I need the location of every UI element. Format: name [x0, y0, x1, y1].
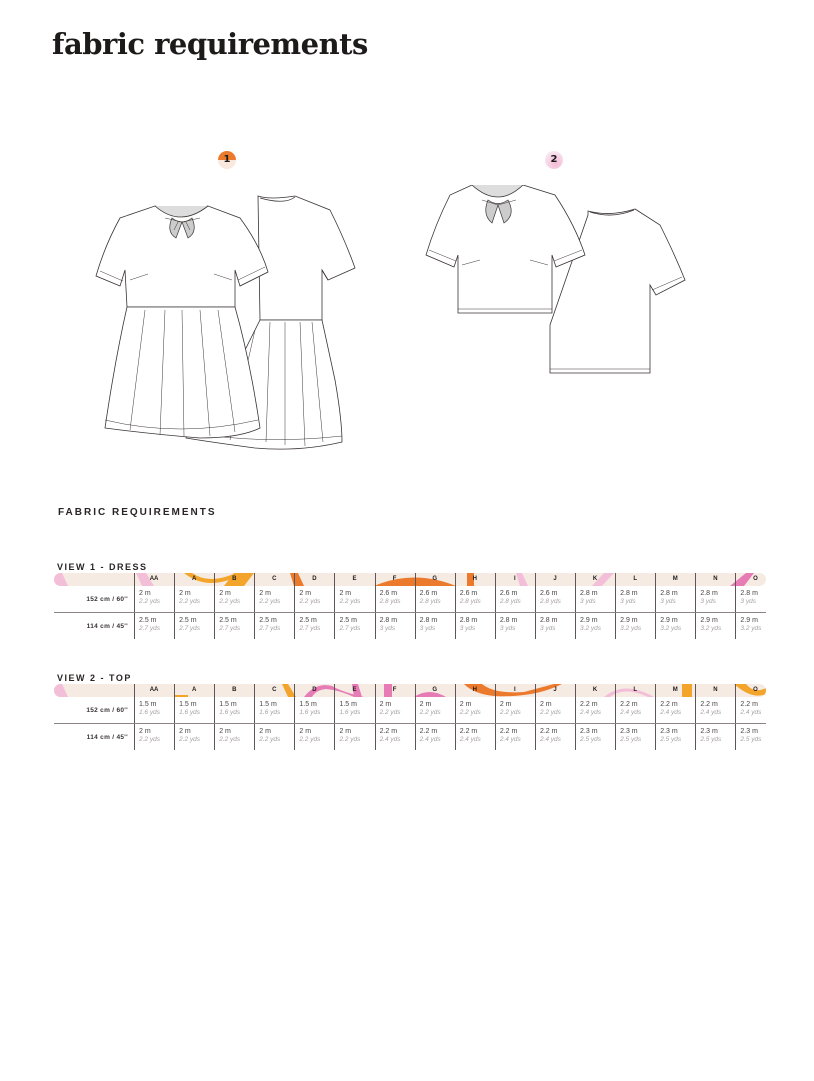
size-header-aa: AA: [134, 684, 174, 697]
table-cell: 2 m 2.2 yds: [334, 586, 374, 612]
size-header-f: F: [375, 573, 415, 586]
view-1-dress-table: [54, 573, 766, 639]
table-cell: 1.5 m 1.6 yds: [134, 697, 174, 723]
table-cell: 2.3 m 2.5 yds: [655, 724, 695, 750]
size-header-h: H: [455, 573, 495, 586]
size-header-j: J: [535, 684, 575, 697]
view-1-badge: 1: [218, 151, 236, 169]
table-cell: 2.8 m 3 yds: [535, 613, 575, 639]
table-cell: 2 m 2.2 yds: [134, 724, 174, 750]
table-cell: 2 m 2.2 yds: [294, 586, 334, 612]
table-cell: 2.5 m 2.7 yds: [214, 613, 254, 639]
table-cell: 2.6 m 2.8 yds: [535, 586, 575, 612]
table-cell: 2.6 m 2.8 yds: [375, 586, 415, 612]
table-row-114cm: [54, 613, 766, 639]
size-header-k: K: [575, 684, 615, 697]
size-header-n: N: [695, 684, 735, 697]
table-cell: 2.2 m 2.4 yds: [615, 697, 655, 723]
table-cell: 2.5 m 2.7 yds: [334, 613, 374, 639]
table-cell: 2 m 2.2 yds: [254, 724, 294, 750]
table-cell: 2.2 m 2.4 yds: [575, 697, 615, 723]
page-title: fabric requirements: [52, 27, 368, 61]
table-cell: 2.9 m 3.2 yds: [735, 613, 775, 639]
table-cell: 2.5 m 2.7 yds: [254, 613, 294, 639]
table-cell: 2.5 m 2.7 yds: [134, 613, 174, 639]
row-label: 114 cm / 45'': [86, 733, 128, 741]
table-cell: 2.6 m 2.8 yds: [495, 586, 535, 612]
table-cell: 2 m 2.2 yds: [294, 724, 334, 750]
size-header-d: D: [294, 684, 334, 697]
size-header-o: O: [735, 684, 766, 697]
table-cell: 2.6 m 2.8 yds: [415, 586, 455, 612]
table-cell: 2.8 m 3 yds: [415, 613, 455, 639]
table-cell: 2.9 m 3.2 yds: [575, 613, 615, 639]
table-cell: 1.5 m 1.6 yds: [334, 697, 374, 723]
table-cell: 2.2 m 2.4 yds: [455, 724, 495, 750]
table-cell: 2.8 m 3 yds: [615, 586, 655, 612]
size-header-k: K: [575, 573, 615, 586]
table-cell: 2 m 2.2 yds: [214, 724, 254, 750]
section-heading: FABRIC REQUIREMENTS: [58, 507, 217, 518]
table-cell: 2.2 m 2.4 yds: [735, 697, 775, 723]
table-cell: 2.2 m 2.4 yds: [535, 724, 575, 750]
size-header-m: M: [655, 573, 695, 586]
size-header-l: L: [615, 684, 655, 697]
table-cell: 2 m 2.2 yds: [174, 586, 214, 612]
table-row-152cm: [54, 697, 766, 724]
size-header-e: E: [334, 684, 374, 697]
size-header-n: N: [695, 573, 735, 586]
table-cell: 1.5 m 1.6 yds: [254, 697, 294, 723]
table-cell: 2.9 m 3.2 yds: [615, 613, 655, 639]
dress-technical-drawing: [90, 170, 370, 460]
table-cell: 2.9 m 3.2 yds: [655, 613, 695, 639]
table-cell: 2.3 m 2.5 yds: [735, 724, 775, 750]
row-label: 152 cm / 60'': [86, 706, 128, 714]
table-cell: 2.8 m 3 yds: [455, 613, 495, 639]
size-header-i: I: [495, 684, 535, 697]
table-cell: 2 m 2.2 yds: [214, 586, 254, 612]
size-header-e: E: [334, 573, 374, 586]
table-cell: 2 m 2.2 yds: [254, 586, 294, 612]
view-1-title: VIEW 1 - DRESS: [57, 562, 148, 572]
table-row-114cm: [54, 724, 766, 750]
table-cell: 2.2 m 2.4 yds: [375, 724, 415, 750]
table-cell: 2 m 2.2 yds: [535, 697, 575, 723]
table-cell: 2.9 m 3.2 yds: [695, 613, 735, 639]
view-2-top-table: [54, 684, 766, 750]
view-2-title: VIEW 2 - TOP: [57, 673, 132, 683]
table-cell: 2.8 m 3 yds: [695, 586, 735, 612]
table-cell: 2.5 m 2.7 yds: [294, 613, 334, 639]
table-cell: 2.8 m 3 yds: [655, 586, 695, 612]
table-cell: 2.3 m 2.5 yds: [575, 724, 615, 750]
row-label: 152 cm / 60'': [86, 595, 128, 603]
size-header-row: [54, 573, 766, 586]
size-header-h: H: [455, 684, 495, 697]
table-cell: 2.2 m 2.4 yds: [655, 697, 695, 723]
table-cell: 1.5 m 1.6 yds: [214, 697, 254, 723]
table-cell: 1.5 m 1.6 yds: [294, 697, 334, 723]
view-2-badge: 2: [545, 151, 563, 169]
table-cell: 2.5 m 2.7 yds: [174, 613, 214, 639]
table-cell: 2.2 m 2.4 yds: [495, 724, 535, 750]
size-header-g: G: [415, 684, 455, 697]
size-header-o: O: [735, 573, 766, 586]
row-label: 114 cm / 45'': [86, 622, 128, 630]
size-header-f: F: [375, 684, 415, 697]
table-cell: 2.8 m 3 yds: [495, 613, 535, 639]
size-header-j: J: [535, 573, 575, 586]
size-header-i: I: [495, 573, 535, 586]
size-header-b: B: [214, 684, 254, 697]
size-header-a: A: [174, 684, 214, 697]
size-header-c: C: [254, 573, 294, 586]
size-header-b: B: [214, 573, 254, 586]
table-cell: 2.2 m 2.4 yds: [695, 697, 735, 723]
top-technical-drawing: [420, 185, 710, 385]
size-header-c: C: [254, 684, 294, 697]
table-cell: 2.8 m 3 yds: [735, 586, 775, 612]
table-cell: 1.5 m 1.6 yds: [174, 697, 214, 723]
size-header-aa: AA: [134, 573, 174, 586]
table-cell: 2.8 m 3 yds: [575, 586, 615, 612]
size-header-row: [54, 684, 766, 697]
size-header-m: M: [655, 684, 695, 697]
table-cell: 2 m 2.2 yds: [134, 586, 174, 612]
table-cell: 2.3 m 2.5 yds: [695, 724, 735, 750]
table-cell: 2 m 2.2 yds: [174, 724, 214, 750]
table-cell: 2.6 m 2.8 yds: [455, 586, 495, 612]
size-header-g: G: [415, 573, 455, 586]
table-cell: 2 m 2.2 yds: [334, 724, 374, 750]
size-header-a: A: [174, 573, 214, 586]
table-cell: 2 m 2.2 yds: [375, 697, 415, 723]
table-cell: 2.3 m 2.5 yds: [615, 724, 655, 750]
table-cell: 2 m 2.2 yds: [415, 697, 455, 723]
table-cell: 2 m 2.2 yds: [455, 697, 495, 723]
table-cell: 2 m 2.2 yds: [495, 697, 535, 723]
table-cell: 2.2 m 2.4 yds: [415, 724, 455, 750]
size-header-l: L: [615, 573, 655, 586]
table-row-152cm: [54, 586, 766, 613]
table-cell: 2.8 m 3 yds: [375, 613, 415, 639]
size-header-d: D: [294, 573, 334, 586]
